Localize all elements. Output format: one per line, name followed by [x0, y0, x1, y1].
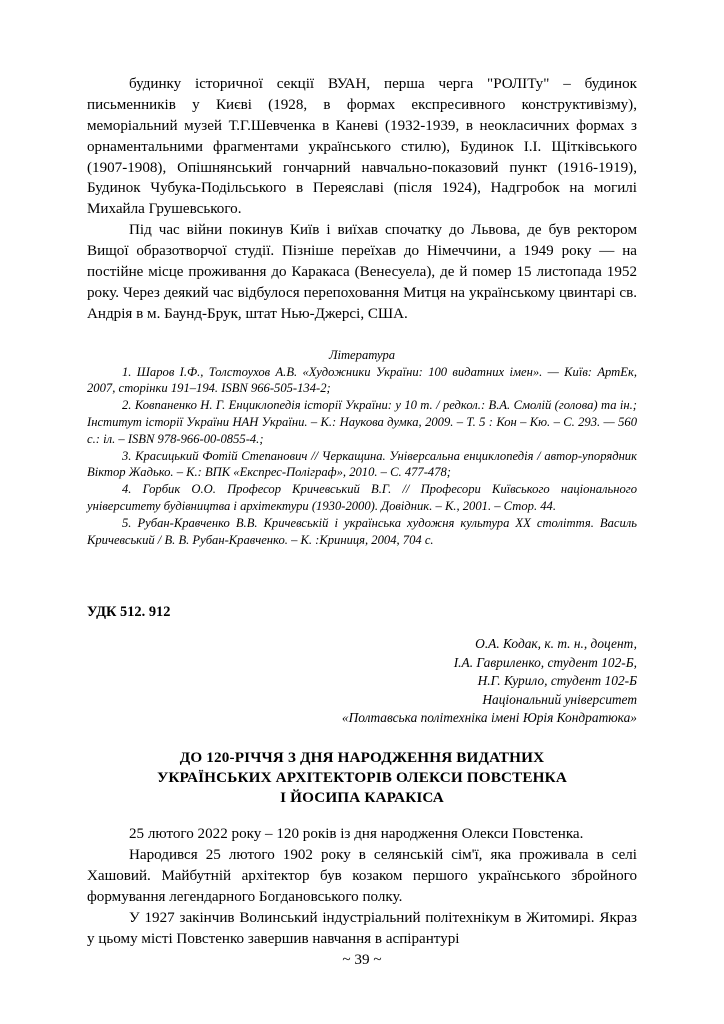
- page-number: ~ 39 ~: [342, 951, 382, 968]
- reference-item: 3. Красицький Фотій Степанович // Черкащина. Універсальна енциклопедія / автор-упорядник Віктор Жадько. – К.: ВПК «Експрес-Поліграф», 2010. – С. 477-478;: [87, 448, 637, 480]
- reference-item: 2. Ковпаненко Н. Г. Енциклопедія історії України: у 10 т. / редкол.: В.А. Смолій (голова) та ін.; Інститут історії України НАН України. – К.: Наукова думка, 2009. – Т. 5 : Кон – Кю. – С. 293. — 560 с.: іл. – ISBN 978-966-00-0855-4.;: [87, 398, 637, 446]
- article-title: [87, 748, 637, 809]
- author-line: О.А. Кодак, к. т. н., доцент,: [475, 636, 637, 652]
- article-title-line: ДО 120-РІЧЧЯ З ДНЯ НАРОДЖЕННЯ ВИДАТНИХ: [179, 748, 545, 766]
- spacer: [87, 549, 637, 579]
- spacer: [87, 808, 637, 824]
- author-line: І.А. Гавриленко, студент 102-Б,: [453, 654, 637, 670]
- paragraph: 25 лютого 2022 року – 120 років із дня народження Олекси Повстенка.: [129, 826, 584, 843]
- author-line: Н.Г. Курило, студент 102-Б: [477, 673, 637, 689]
- article-title-line: УКРАЇНСЬКИХ АРХІТЕКТОРІВ ОЛЕКСИ ПОВСТЕНКА: [157, 768, 567, 786]
- reference-item: 1. Шаров І.Ф., Толстоухов А.В. «Художники України: 100 видатних імен». — Київ: АртЕк, 2007, сторінки 191–194. ISBN 966-505-134-2;: [87, 364, 637, 396]
- affiliation-line: «Полтавська політехніка імені Юрія Кондратюка»: [341, 710, 637, 726]
- article-title-line: І ЙОСИПА КАРАКІСА: [280, 789, 444, 807]
- udk-code: УДК 512. 912: [87, 603, 171, 620]
- paragraph: У 1927 закінчив Волинський індустріальний політехнікум в Житомирі. Якраз у цьому місті Повстенко завершив навчання в аспірантурі: [87, 909, 637, 947]
- spacer: [87, 621, 637, 635]
- affiliation-line: Національний університет: [482, 691, 637, 707]
- references-heading: Література: [328, 347, 396, 362]
- paragraph: Під час війни покинув Київ і виїхав спочатку до Львова, де був ректором Вищої образотворчої студії. Пізніше переїхав до Німеччини, а 1949 року — на постійне місце проживання до Каракаса (Венесуела), де й помер 15 листопада 1952 року. Через деякий час відбулося перепоховання Митця на українському цвинтарі св. Андрія в м. Баунд-Брук, штат Нью-Джерсі, США.: [87, 222, 637, 322]
- reference-item: 5. Рубан-Кравченко В.В. Кричевській і українська художня культура ХХ століття. Василь Кричевський / В. В. Рубан-Кравченко. – К. :Криниця, 2004, 704 с.: [87, 515, 637, 547]
- paragraph: Народився 25 лютого 1902 року в селянській сім'ї, яка проживала в селі Хашовий. Майбутній архітектор був козаком першого українського збройного формування легендарного Богдановського полку.: [87, 847, 637, 906]
- spacer: [87, 325, 637, 333]
- reference-item: 4. Горбик О.О. Професор Кричевський В.Г. // Професори Київського національного університету будівництва і архітектури (1930-2000). Довідник. – К., 2001. – Стор. 44.: [87, 482, 637, 514]
- paragraph: будинку історичної секції ВУАН, перша черга "РОЛІТу" – будинок письменників у Києві (1928, в формах експресивного конструктивізму), меморіальний музей Т.Г.Шевченка в Каневі (1932-1939, в неокласичних формах з орнаментальними фрагментами українського стилю), Будинок І.І. Щітківського (1907-1908), Опішнянський гончарний навчально-показовий пункт (1916-1919), Будинок Чубука-Подільського в Переяславі (після 1924), Надгробок на могилі Михайла Грушевського.: [87, 76, 637, 218]
- new-article-body: [87, 824, 637, 949]
- references-section: [87, 347, 637, 549]
- spacer: [87, 579, 637, 603]
- author-affiliation-block: [87, 635, 637, 728]
- spacer: [87, 728, 637, 748]
- continued-article-body: [87, 74, 637, 325]
- page-content: [87, 74, 637, 950]
